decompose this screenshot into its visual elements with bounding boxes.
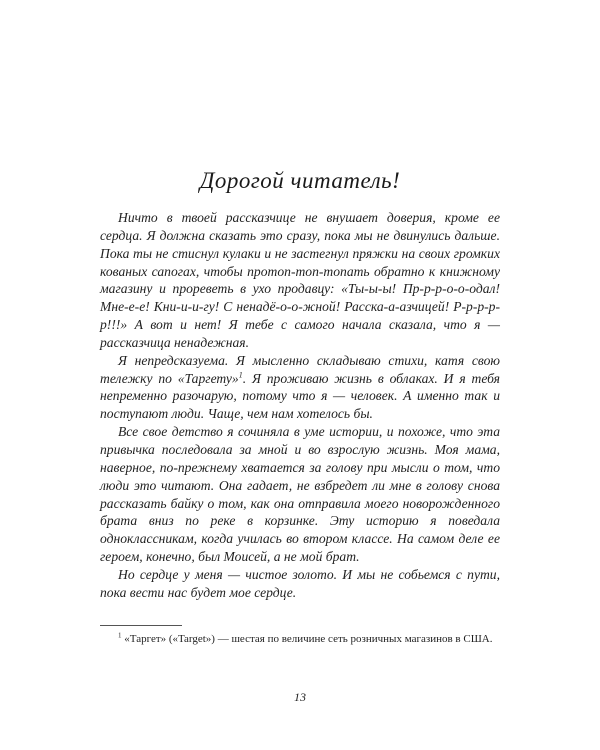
footnote-divider — [100, 625, 182, 626]
footnote-text: «Таргет» («Target») — шестая по величине сеть розничных магазинов в США. — [124, 633, 493, 645]
page-number: 13 — [294, 690, 306, 704]
paragraph-2-start: Я непредсказуема. Я мысленно складываю стихи, катя свою тележку по «Таргету» — [100, 352, 500, 386]
body-text — [100, 209, 500, 602]
footnote-number: 1 — [118, 631, 122, 640]
footnote-reference: 1 — [238, 370, 243, 380]
paragraph-2 — [100, 352, 500, 423]
page-title: Дорогой читатель! — [199, 168, 401, 193]
paragraph-4: Но сердце у меня — чистое золото. И мы не собьемся с пути, пока вести нас будет мое сердце. — [100, 566, 500, 600]
paragraph-1: Ничто в твоей рассказчице не внушает доверия, кроме ее сердца. Я должна сказать это сразу, пока мы не двинулись дальше. Пока ты не стиснул кулаки и не застегнул пряжки на своих громких кованых сапогах, чтобы протоп-топ-топать обратно к книжному магазину и прореветь в ухо продавцу: «Ты-ы-ы! Пр-р-р-о-о-одал! Мне-е-е! Кни-и-и-гу! С ненадё-о-о-жной! Расска-а-азчицей! Р-р-р-р-р!!!» А вот и нет! Я тебе с самого начала сказала, что я — рассказчица ненадежная. — [100, 210, 500, 350]
paragraph-2-end: . Я проживаю жизнь в облаках. И я тебя непременно разочарую, потому что я — человек. А именно так и поступают люди. Чаще, чем нам хотелось бы. — [100, 370, 500, 422]
paragraph-3: Все свое детство я сочиняла в уме истории, и похоже, что эта привычка последовала за мной и во взрослую жизнь. Моя мама, наверное, по-прежнему хватается за голову при мысли о том, что люди это читают. Она гадает, не взбредет ли мне в голову снова рассказать байку о том, как она отправила моего новорожденного брата вниз по реке в корзинке. Эту историю я поведала одноклассникам, когда училась во втором классе. На самом деле ее героем, конечно, был Моисей, а не мой брат. — [100, 424, 500, 565]
footnote — [100, 632, 500, 648]
